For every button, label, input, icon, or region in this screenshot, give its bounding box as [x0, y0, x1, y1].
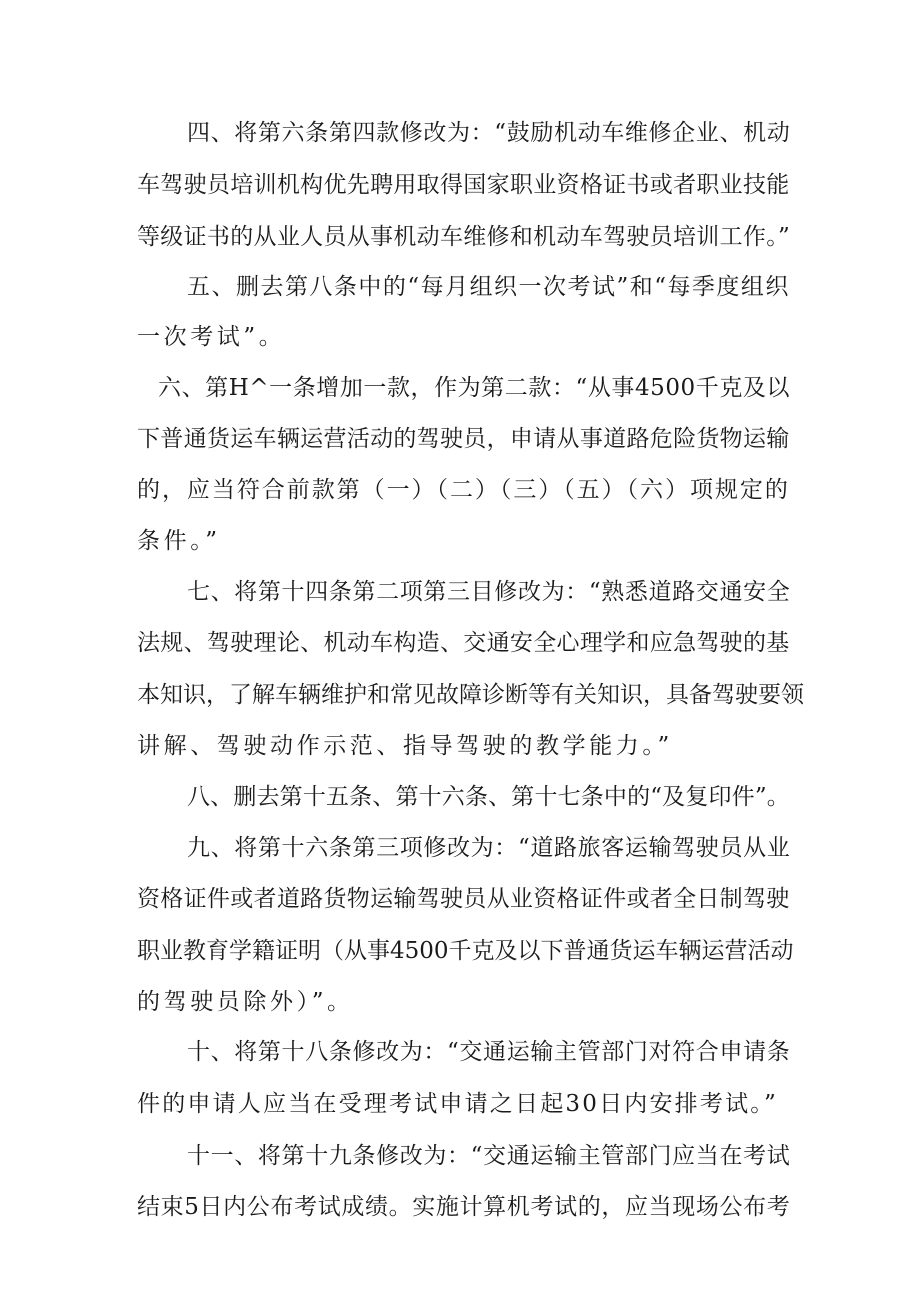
paragraph-9-line-2: 资格证件或者道路货物运输驾驶员从业资格证件或者全日制驾驶 [137, 886, 790, 912]
paragraph-6-line-4: 条件。” [137, 528, 221, 554]
paragraph-6-line-2: 下普通货运车辆运营活动的驾驶员，申请从事道路危险货物运输 [137, 426, 790, 452]
paragraph-5-line-2: 一次考试”。 [137, 324, 286, 350]
paragraph-11-line-2: 结束5日内公布考试成绩。实施计算机考试的，应当现场公布考 [137, 1194, 791, 1220]
paragraph-5-line-1: 五、删去第八条中的“每月组织一次考试”和“每季度组织 [187, 274, 790, 300]
paragraph-9-line-4: 的驾驶员除外）”。 [137, 989, 354, 1015]
paragraph-7-line-3: 本知识，了解车辆维护和常见故障诊断等有关知识，具备驾驶要领 [137, 682, 804, 708]
paragraph-4-line-3: 等级证书的从业人员从事机动车维修和机动车驾驶员培训工作。” [137, 224, 791, 250]
paragraph-4-line-2: 车驾驶员培训机构优先聘用取得国家职业资格证书或者职业技能 [137, 172, 790, 198]
paragraph-7-line-2: 法规、驾驶理论、机动车构造、交通安全心理学和应急驾驶的基 [137, 630, 790, 656]
paragraph-10-line-1: 十、将第十八条修改为：“交通运输主管部门对符合申请条 [187, 1039, 791, 1065]
paragraph-10-line-2: 件的申请人应当在受理考试申请之日起30日内安排考试。” [137, 1091, 778, 1117]
paragraph-6-line-3: 的，应当符合前款第（一）（二）（三）（五）（六）项规定的 [137, 477, 790, 503]
paragraph-6-line-1: 六、第H^一条增加一款，作为第二款：“从事4500千克及以 [158, 375, 791, 401]
paragraph-9-line-1: 九、将第十六条第三项修改为：“道路旅客运输驾驶员从业 [187, 835, 791, 861]
paragraph-7-line-1: 七、将第十四条第二项第三目修改为：“熟悉道路交通安全 [187, 579, 791, 605]
paragraph-8-line-1: 八、删去第十五条、第十六条、第十七条中的“及复印件”。 [187, 784, 790, 810]
paragraph-4-line-1: 四、将第六条第四款修改为：“鼓励机动车维修企业、机动 [187, 120, 791, 146]
paragraph-7-line-4: 讲解、驾驶动作示范、指导驾驶的教学能力。” [137, 733, 673, 759]
paragraph-11-line-1: 十一、将第十九条修改为：“交通运输主管部门应当在考试 [187, 1143, 791, 1169]
paragraph-9-line-3: 职业教育学籍证明（从事4500千克及以下普通货运车辆运营活动 [137, 938, 794, 964]
